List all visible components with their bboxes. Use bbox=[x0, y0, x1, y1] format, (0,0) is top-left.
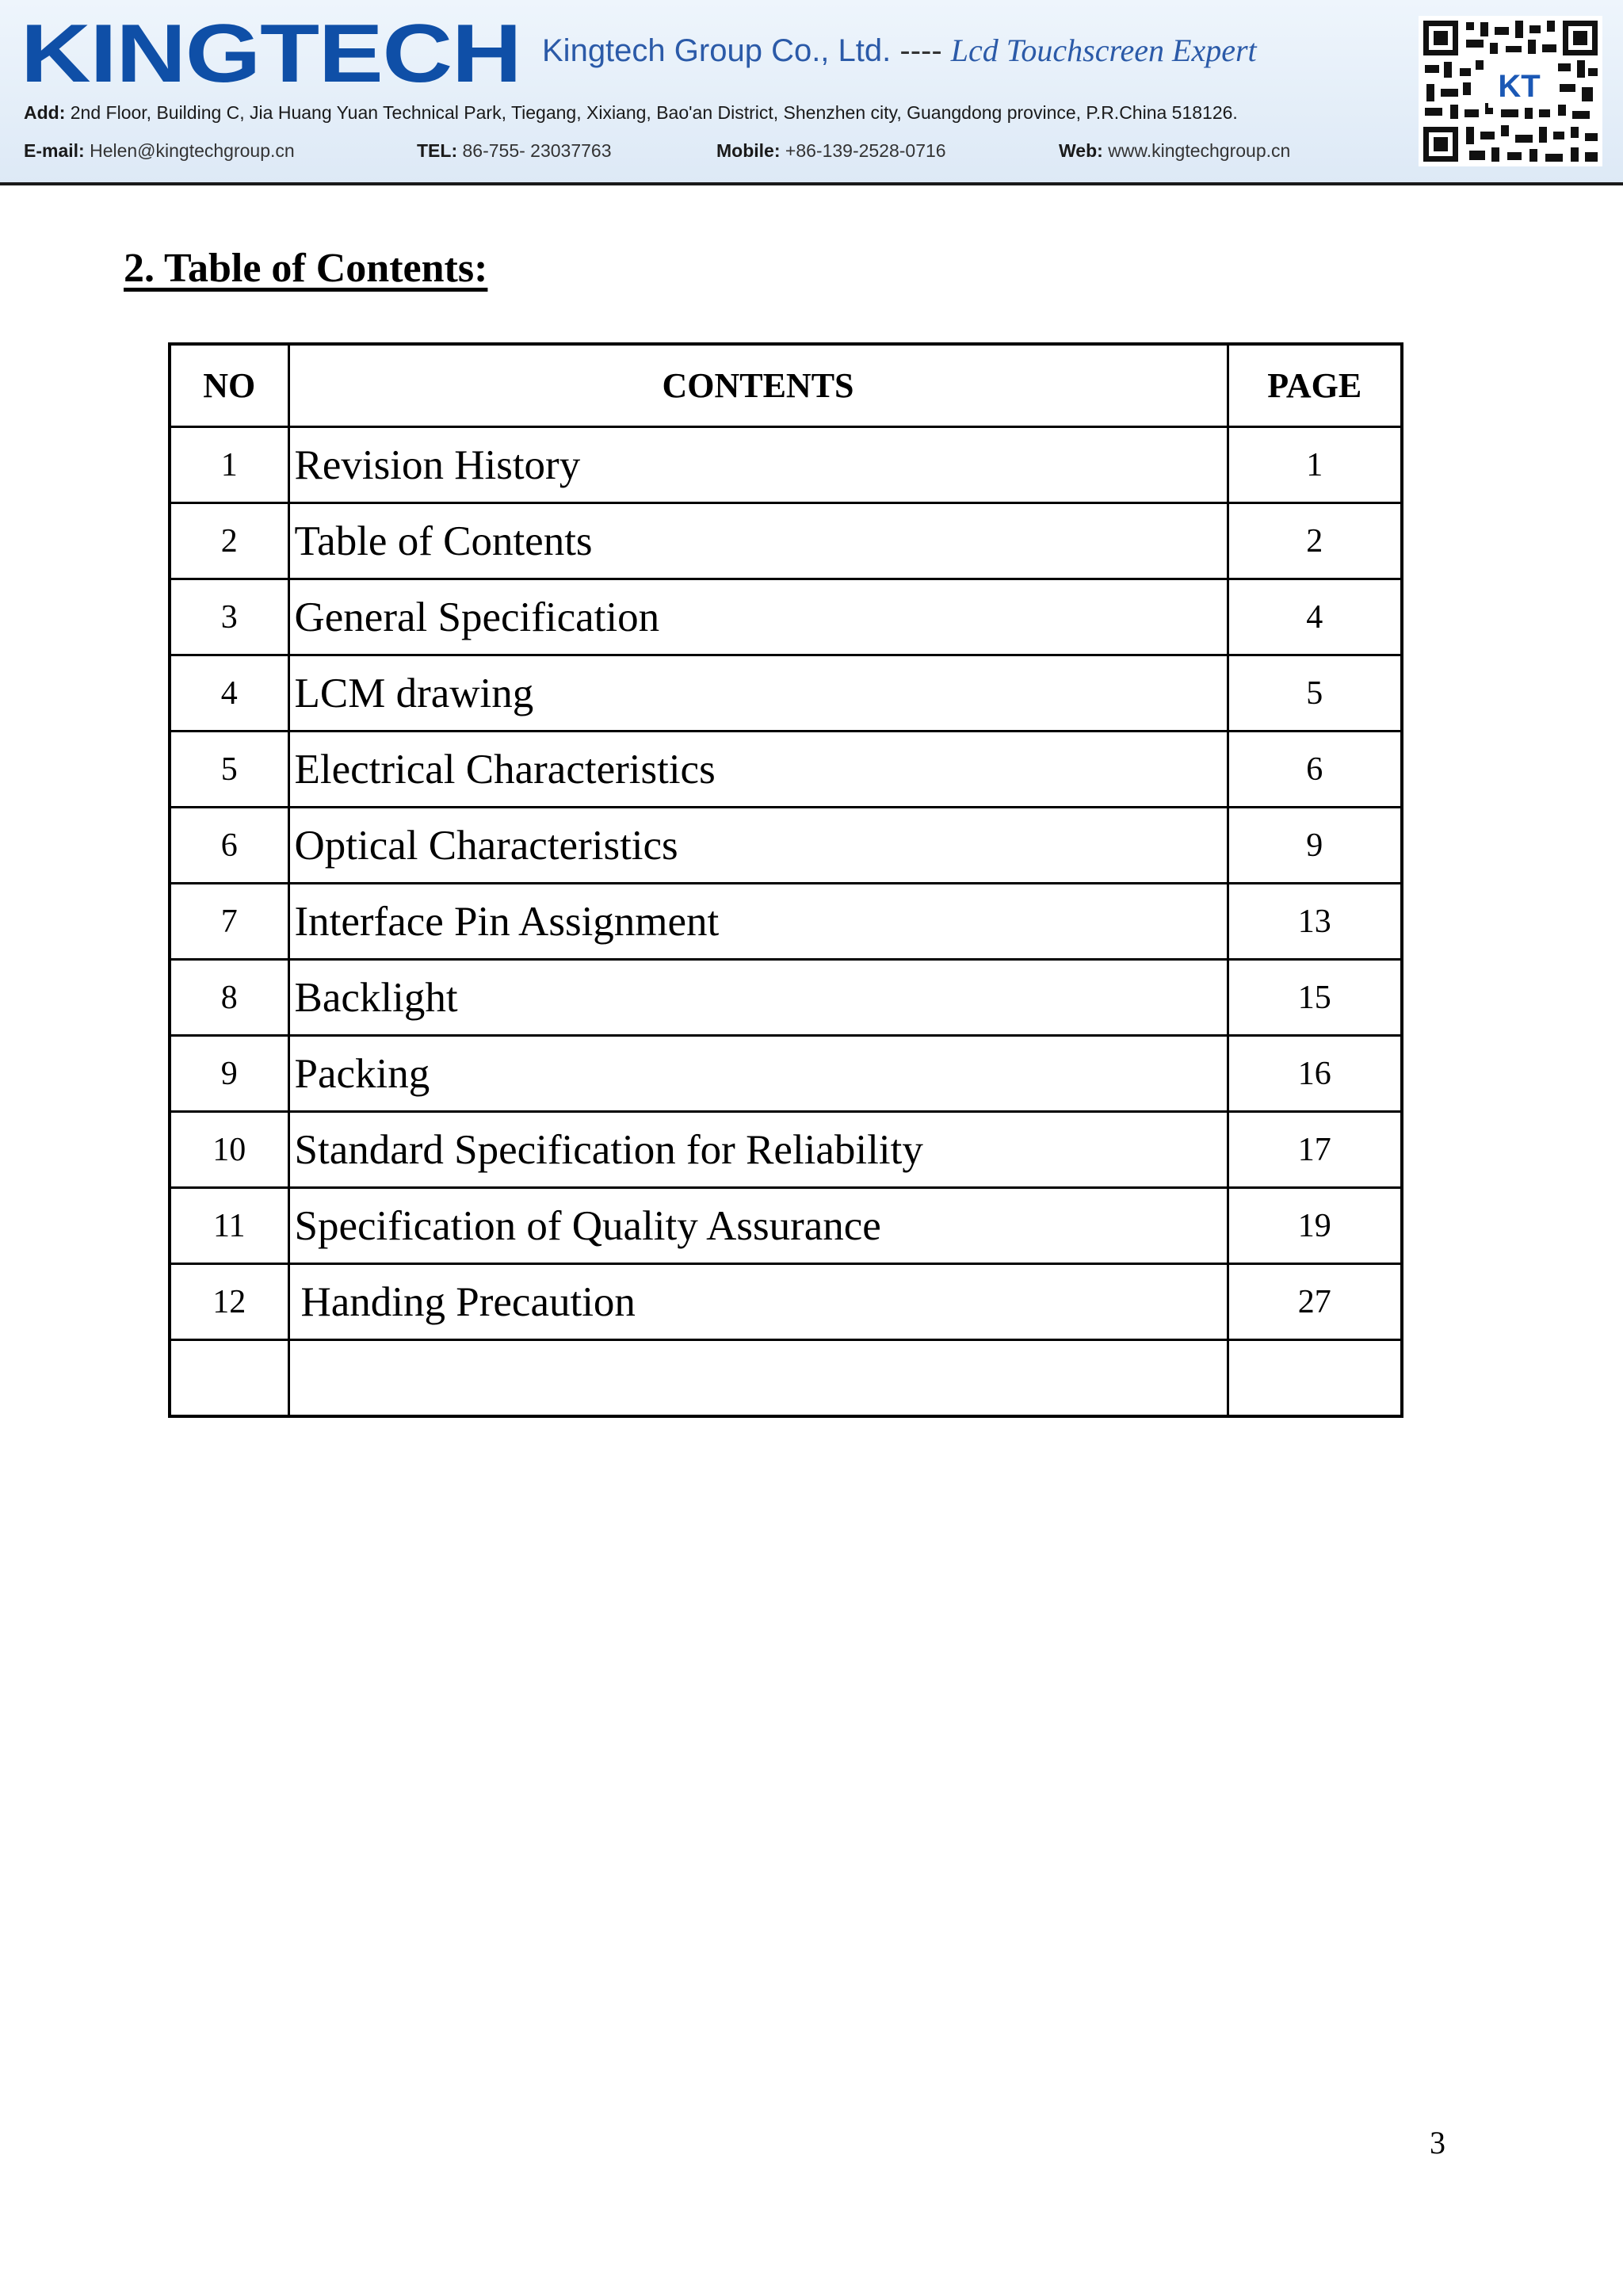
slogan: Lcd Touchscreen Expert bbox=[950, 32, 1257, 68]
company-logo: KINGTECH bbox=[21, 8, 521, 100]
row-title: Handing Precaution bbox=[288, 1264, 1228, 1340]
mobile-label: Mobile: bbox=[716, 140, 781, 161]
address-label: Add: bbox=[24, 102, 66, 123]
table-row bbox=[170, 579, 1402, 655]
row-no: 10 bbox=[170, 1112, 288, 1188]
row-no: 1 bbox=[170, 427, 288, 503]
row-title: Optical Characteristics bbox=[288, 808, 1228, 884]
web-label: Web: bbox=[1059, 140, 1103, 161]
email-text: Helen@kingtechgroup.cn bbox=[90, 140, 295, 161]
row-no: 9 bbox=[170, 1036, 288, 1112]
row-title: Table of Contents bbox=[288, 503, 1228, 579]
row-page: 9 bbox=[1228, 808, 1402, 884]
row-title: LCM drawing bbox=[288, 655, 1228, 732]
row-title bbox=[288, 1340, 1228, 1417]
row-page: 6 bbox=[1228, 732, 1402, 808]
row-no: 5 bbox=[170, 732, 288, 808]
row-page: 19 bbox=[1228, 1188, 1402, 1264]
row-page: 2 bbox=[1228, 503, 1402, 579]
tagline-separator: ---- bbox=[899, 33, 942, 68]
table-row bbox=[170, 732, 1402, 808]
tel-label: TEL: bbox=[417, 140, 458, 161]
table-row bbox=[170, 427, 1402, 503]
web-block bbox=[1059, 140, 1290, 162]
email-block bbox=[24, 140, 295, 162]
toc-table bbox=[168, 342, 1403, 1418]
header-page: PAGE bbox=[1228, 344, 1402, 427]
row-no: 3 bbox=[170, 579, 288, 655]
table-row bbox=[170, 884, 1402, 960]
row-title: Standard Specification for Reliability bbox=[288, 1112, 1228, 1188]
mobile-block bbox=[716, 140, 946, 162]
table-row bbox=[170, 1264, 1402, 1340]
row-page: 13 bbox=[1228, 884, 1402, 960]
table-row bbox=[170, 1036, 1402, 1112]
row-no: 2 bbox=[170, 503, 288, 579]
table-row bbox=[170, 808, 1402, 884]
row-page: 1 bbox=[1228, 427, 1402, 503]
row-page bbox=[1228, 1340, 1402, 1417]
qr-code-icon bbox=[1419, 16, 1602, 166]
header-divider bbox=[0, 182, 1623, 185]
row-no: 11 bbox=[170, 1188, 288, 1264]
table-row bbox=[170, 503, 1402, 579]
row-no: 8 bbox=[170, 960, 288, 1036]
row-title: General Specification bbox=[288, 579, 1228, 655]
toc-header-row bbox=[170, 344, 1402, 427]
table-row-empty bbox=[170, 1340, 1402, 1417]
table-row bbox=[170, 960, 1402, 1036]
table-row bbox=[170, 1112, 1402, 1188]
header-contents: CONTENTS bbox=[288, 344, 1228, 427]
web-text: www.kingtechgroup.cn bbox=[1108, 140, 1291, 161]
qr-badge-text: KT bbox=[1498, 69, 1541, 104]
table-row bbox=[170, 1188, 1402, 1264]
row-page: 15 bbox=[1228, 960, 1402, 1036]
row-no: 12 bbox=[170, 1264, 288, 1340]
table-row bbox=[170, 655, 1402, 732]
row-title: Electrical Characteristics bbox=[288, 732, 1228, 808]
address-text: 2nd Floor, Building C, Jia Huang Yuan Technical Park, Tiegang, Xixiang, Bao'an District, Shenzhen city, Guangdong province, P.R.China 518126. bbox=[70, 102, 1238, 123]
row-no: 7 bbox=[170, 884, 288, 960]
section-title: 2. Table of Contents: bbox=[124, 246, 488, 291]
row-no: 4 bbox=[170, 655, 288, 732]
header-no: NO bbox=[170, 344, 288, 427]
letterhead bbox=[0, 0, 1623, 184]
email-label: E-mail: bbox=[24, 140, 85, 161]
row-page: 16 bbox=[1228, 1036, 1402, 1112]
row-no bbox=[170, 1340, 288, 1417]
row-title: Interface Pin Assignment bbox=[288, 884, 1228, 960]
mobile-text: +86-139-2528-0716 bbox=[785, 140, 946, 161]
row-title: Packing bbox=[288, 1036, 1228, 1112]
page-number: 3 bbox=[1430, 2125, 1445, 2160]
row-page: 4 bbox=[1228, 579, 1402, 655]
row-title: Revision History bbox=[288, 427, 1228, 503]
row-page: 17 bbox=[1228, 1112, 1402, 1188]
row-page: 5 bbox=[1228, 655, 1402, 732]
company-name: Kingtech Group Co., Ltd. bbox=[542, 33, 892, 68]
address-line bbox=[24, 102, 1238, 124]
row-title: Backlight bbox=[288, 960, 1228, 1036]
row-page: 27 bbox=[1228, 1264, 1402, 1340]
tel-block bbox=[417, 140, 612, 162]
row-title: Specification of Quality Assurance bbox=[288, 1188, 1228, 1264]
row-no: 6 bbox=[170, 808, 288, 884]
tagline bbox=[542, 32, 1257, 69]
tel-text: 86-755- 23037763 bbox=[462, 140, 612, 161]
